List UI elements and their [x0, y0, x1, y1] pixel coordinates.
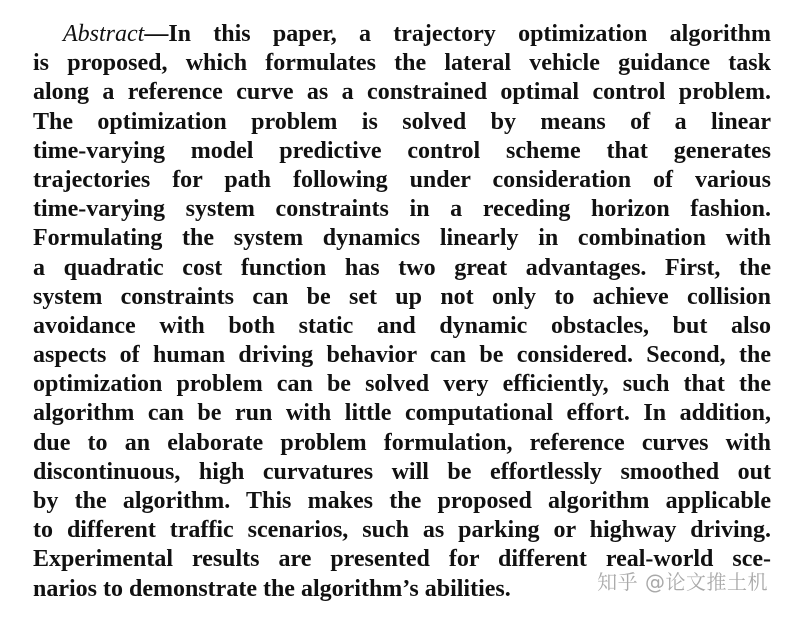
abstract-line-16: discontinuous, high curvatures will be effortlessly smoothed out: [33, 458, 771, 485]
watermark-text: 知乎 @论文推土机: [597, 569, 768, 594]
abstract-line-1: [33, 20, 771, 49]
abstract-line-11: avoidance with both static and dynamic obstacles, but also: [33, 312, 771, 339]
abstract-line-5: time-varying model predictive control scheme that generates: [33, 137, 771, 164]
abstract-line-13: optimization problem can be solved very efficiently, such that the: [33, 371, 771, 398]
abstract-line-19: Experimental results are presented for different real-world sce-: [33, 546, 771, 573]
abstract-line-10: system constraints can be set up not only to achieve collision: [33, 283, 771, 310]
abstract-line-7: time-varying system constraints in a receding horizon fashion.: [33, 196, 771, 223]
abstract-line-14: algorithm can be run with little computational effort. In addition,: [33, 400, 771, 427]
abstract-dash: —: [144, 21, 169, 47]
abstract-line-8: Formulating the system dynamics linearly in combination with: [33, 225, 771, 252]
abstract-paragraph: [33, 20, 771, 604]
abstract-line-17: by the algorithm. This makes the proposed algorithm applicable: [33, 488, 771, 514]
abstract-line-3: along a reference curve as a constrained optimal control problem.: [33, 79, 771, 106]
abstract-label: Abstract: [63, 21, 145, 47]
abstract-line-6: trajectories for path following under consideration of various: [33, 166, 771, 193]
watermark: [597, 565, 768, 595]
abstract-line-12: aspects of human driving behavior can be considered. Second, the: [33, 342, 771, 369]
abstract-line-2: is proposed, which formulates the lateral vehicle guidance task: [33, 50, 771, 77]
abstract-line-4: The optimization problem is solved by means of a linear: [33, 108, 771, 135]
abstract-line-18: to different traffic scenarios, such as parking or highway driving.: [33, 517, 771, 544]
abstract-line-20: narios to demonstrate the algorithm’s abilities.: [33, 575, 511, 602]
abstract-line-15: due to an elaborate problem formulation, reference curves with: [33, 429, 771, 456]
abstract-line-9: a quadratic cost function has two great advantages. First, the: [33, 254, 771, 281]
abstract-line-text: In this paper, a trajectory optimization algorithm: [168, 21, 771, 47]
